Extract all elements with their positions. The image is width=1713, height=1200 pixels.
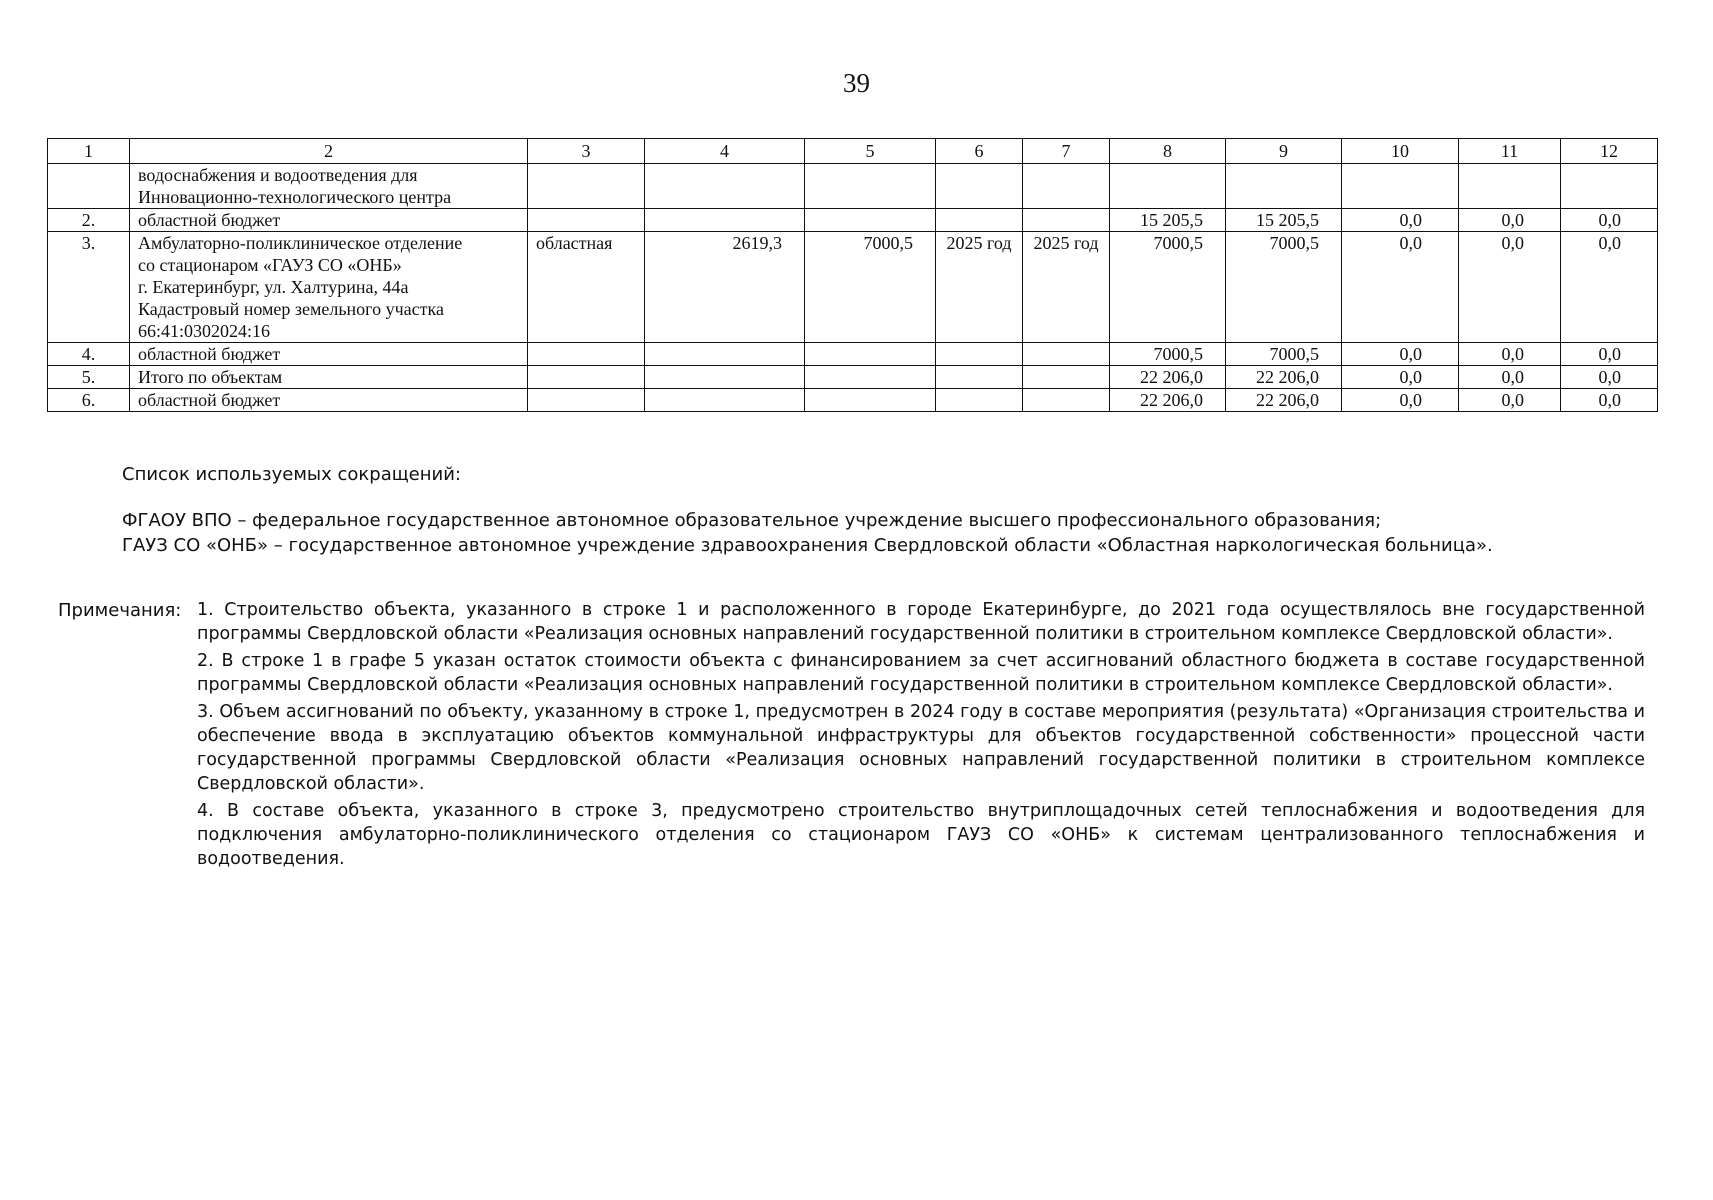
table-row: [48, 164, 1658, 209]
table-row: [48, 366, 1658, 389]
amount-cell: 0,0: [1459, 366, 1561, 389]
start-year-cell: 2025 год: [936, 232, 1023, 343]
header-cell: 4: [645, 139, 805, 164]
ownership-cell: [528, 366, 645, 389]
header-cell: 12: [1561, 139, 1658, 164]
notes-list: [197, 598, 1645, 874]
object-name: [130, 232, 528, 343]
object-name-line: водоснабжения и водоотведения для: [138, 165, 418, 185]
header-cell: 2: [130, 139, 528, 164]
end-year-cell: 2025 год: [1023, 232, 1110, 343]
cell: [645, 164, 805, 209]
cell: [1023, 366, 1110, 389]
header-cell: 3: [528, 139, 645, 164]
capacity-cell: 2619,3: [645, 232, 805, 343]
header-cell: 10: [1342, 139, 1459, 164]
amount-cell: 0,0: [1342, 366, 1459, 389]
object-name: [130, 164, 528, 209]
object-name: областной бюджет: [130, 389, 528, 412]
cell: [1023, 389, 1110, 412]
row-number: 5.: [48, 366, 130, 389]
cell: [805, 164, 936, 209]
amount-cell: 0,0: [1561, 232, 1658, 343]
ownership-cell: областная: [528, 232, 645, 343]
object-name-line: со стационаром «ГАУЗ СО «ОНБ»: [138, 255, 402, 275]
note-item: 3. Объем ассигнований по объекту, указанному в строке 1, предусмотрен в 2024 году в составе мероприятия (результата) «Организация строительства и обеспечение ввода в эксплуатацию объектов коммунальной инфраструктуры для объектов государственной собственности» процессной части государственной программы Свердловской области «Реализация основных направлений государственной политики в строительном комплексе Свердловской области».: [197, 702, 1645, 794]
note-item: 1. Строительство объекта, указанного в строке 1 и расположенного в городе Екатеринбурге, до 2021 года осуществлялось вне государственной программы Свердловской области «Реализация основных направлений государственной политики в строительном комплексе Свердловской области».: [197, 600, 1645, 644]
cell: [1459, 164, 1561, 209]
abbreviation-item: ФГАОУ ВПО – федеральное государственное автономное образовательное учреждение высшего профессионального образования;: [122, 510, 1382, 531]
header-cell: 1: [48, 139, 130, 164]
row-number: 3.: [48, 232, 130, 343]
object-name-line: Кадастровый номер земельного участка: [138, 299, 444, 319]
notes-label: Примечания:: [58, 600, 182, 621]
ownership-cell: [528, 209, 645, 232]
amount-cell: 22 206,0: [1226, 366, 1342, 389]
amount-cell: 22 206,0: [1110, 366, 1226, 389]
amount-cell: 0,0: [1342, 389, 1459, 412]
object-name: областной бюджет: [130, 209, 528, 232]
cell: [805, 209, 936, 232]
budget-table: [47, 138, 1658, 412]
header-cell: 5: [805, 139, 936, 164]
cell: [936, 389, 1023, 412]
header-cell: 7: [1023, 139, 1110, 164]
amount-cell: 0,0: [1459, 232, 1561, 343]
object-name-line: 66:41:0302024:16: [138, 321, 271, 341]
note-item: 2. В строке 1 в графе 5 указан остаток стоимости объекта с финансированием за счет ассигнований областного бюджета в составе государственной программы Свердловской области «Реализация основных направлений государственной политики в строительном комплексе Свердловской области».: [197, 651, 1645, 695]
table-row: [48, 343, 1658, 366]
cell: [645, 209, 805, 232]
object-name-line: г. Екатеринбург, ул. Халтурина, 44а: [138, 277, 409, 297]
row-number: [48, 164, 130, 209]
object-name-line: Инновационно-технологического центра: [138, 187, 452, 207]
abbreviations-list: [122, 508, 1622, 558]
table-header-row: [48, 139, 1658, 164]
page-number: 39: [843, 68, 870, 98]
amount-cell: 0,0: [1561, 389, 1658, 412]
cost-cell: 7000,5: [805, 232, 936, 343]
ownership-cell: [528, 343, 645, 366]
amount-cell: 0,0: [1459, 389, 1561, 412]
table-row: [48, 209, 1658, 232]
cell: [1226, 164, 1342, 209]
amount-cell: 0,0: [1342, 209, 1459, 232]
cell: [1023, 164, 1110, 209]
amount-cell: 22 206,0: [1226, 389, 1342, 412]
cell: [936, 343, 1023, 366]
cell: [1110, 164, 1226, 209]
amount-cell: 0,0: [1561, 209, 1658, 232]
amount-cell: 15 205,5: [1110, 209, 1226, 232]
header-cell: 9: [1226, 139, 1342, 164]
ownership-cell: [528, 164, 645, 209]
row-number: 4.: [48, 343, 130, 366]
cell: [805, 343, 936, 366]
header-cell: 11: [1459, 139, 1561, 164]
cell: [805, 366, 936, 389]
cell: [645, 343, 805, 366]
cell: [1561, 164, 1658, 209]
cell: [936, 164, 1023, 209]
header-cell: 6: [936, 139, 1023, 164]
amount-cell: 0,0: [1561, 343, 1658, 366]
cell: [645, 366, 805, 389]
amount-cell: 0,0: [1342, 232, 1459, 343]
amount-cell: 7000,5: [1226, 232, 1342, 343]
cell: [645, 389, 805, 412]
abbreviations-title: Список используемых сокращений:: [122, 464, 461, 485]
object-name-line: Амбулаторно-поликлиническое отделение: [138, 233, 463, 253]
abbreviation-item: ГАУЗ СО «ОНБ» – государственное автономное учреждение здравоохранения Свердловской области «Областная наркологическая больница».: [122, 535, 1493, 556]
table-row: [48, 389, 1658, 412]
amount-cell: 0,0: [1342, 343, 1459, 366]
amount-cell: 0,0: [1561, 366, 1658, 389]
cell: [1023, 343, 1110, 366]
amount-cell: 7000,5: [1110, 232, 1226, 343]
table-row: [48, 232, 1658, 343]
cell: [1023, 209, 1110, 232]
object-name: Итого по объектам: [130, 366, 528, 389]
amount-cell: 7000,5: [1226, 343, 1342, 366]
header-cell: 8: [1110, 139, 1226, 164]
cell: [936, 209, 1023, 232]
amount-cell: 0,0: [1459, 209, 1561, 232]
object-name: областной бюджет: [130, 343, 528, 366]
amount-cell: 7000,5: [1110, 343, 1226, 366]
note-item: 4. В составе объекта, указанного в строке 3, предусмотрено строительство внутриплощадочных сетей теплоснабжения и водоотведения для подключения амбулаторно-поликлинического отделения со стационаром ГАУЗ СО «ОНБ» к системам централизованного теплоснабжения и водоотведения.: [197, 801, 1645, 869]
amount-cell: 15 205,5: [1226, 209, 1342, 232]
cell: [936, 366, 1023, 389]
cell: [1342, 164, 1459, 209]
amount-cell: 0,0: [1459, 343, 1561, 366]
amount-cell: 22 206,0: [1110, 389, 1226, 412]
row-number: 2.: [48, 209, 130, 232]
ownership-cell: [528, 389, 645, 412]
cell: [805, 389, 936, 412]
row-number: 6.: [48, 389, 130, 412]
